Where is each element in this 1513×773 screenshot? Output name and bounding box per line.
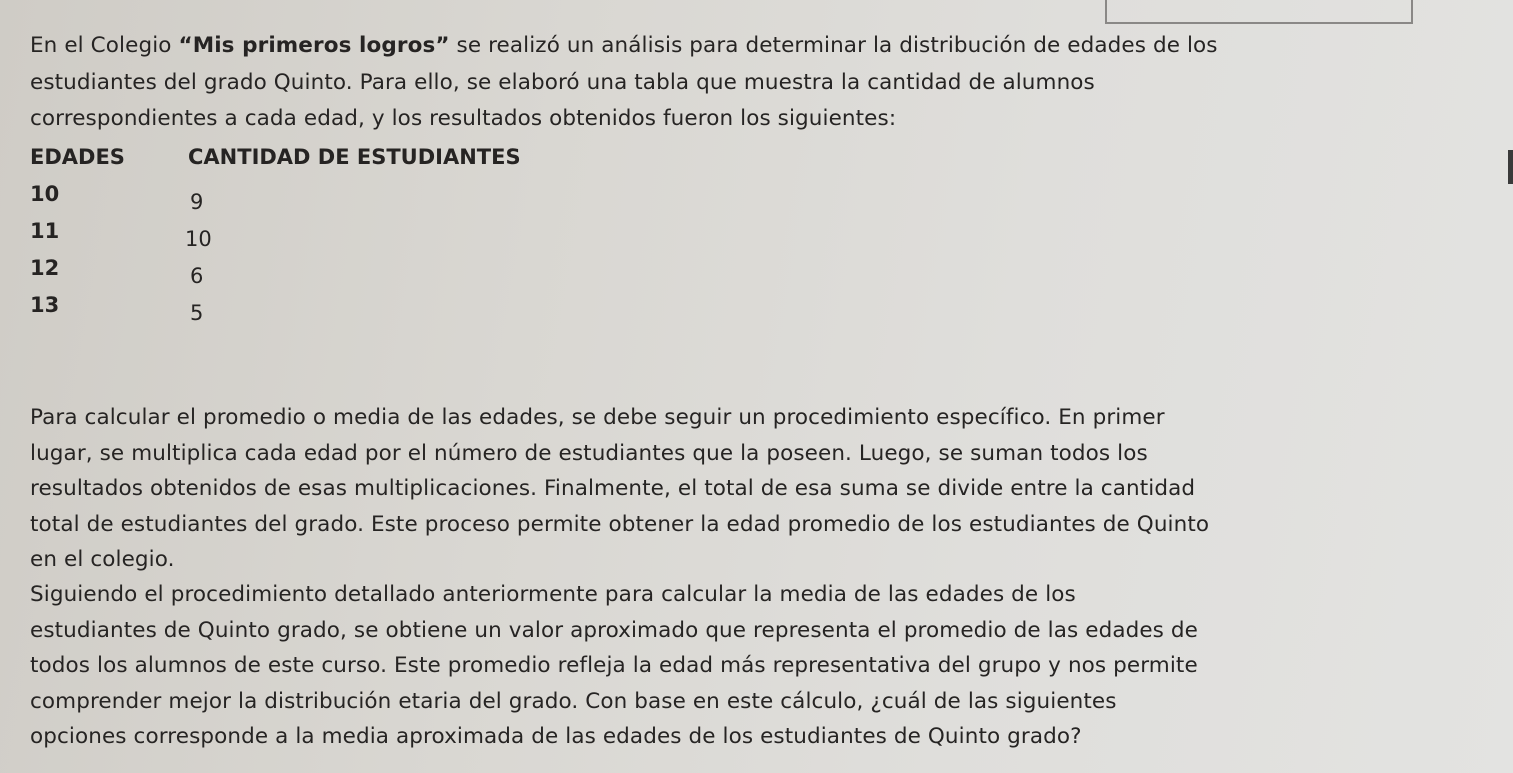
procedure-line: en el colegio. bbox=[30, 547, 175, 572]
question-line: opciones corresponde a la media aproximada de las edades de los estudiantes de Quinto grado? bbox=[30, 724, 1082, 749]
edge-mark bbox=[1508, 150, 1513, 184]
intro-text-end: se realizó un análisis para determinar la distribución de edades de los bbox=[449, 33, 1218, 58]
count-cell: 9 bbox=[190, 190, 204, 214]
procedure-line: Para calcular el promedio o media de las edades, se debe seguir un procedimiento específico. En primer bbox=[30, 405, 1165, 430]
intro-line-2: estudiantes del grado Quinto. Para ello, se elaboró una tabla que muestra la cantidad de alumnos bbox=[30, 69, 1095, 95]
age-cell: 13 bbox=[30, 293, 60, 317]
count-cell: 10 bbox=[185, 227, 212, 251]
procedure-line: lugar, se multiplica cada edad por el número de estudiantes que la poseen. Luego, se suman todos los bbox=[30, 440, 1148, 466]
count-cell: 5 bbox=[190, 301, 204, 325]
intro-line-3: correspondientes a cada edad, y los resultados obtenidos fueron los siguientes: bbox=[30, 106, 897, 131]
question-line: todos los alumnos de este curso. Este promedio refleja la edad más representativa del grupo y nos permite bbox=[30, 653, 1198, 678]
question-line: estudiantes de Quinto grado, se obtiene un valor aproximado que representa el promedio de las edades de bbox=[30, 617, 1198, 643]
procedure-line: resultados obtenidos de esas multiplicaciones. Finalmente, el total de esa suma se divide entre la cantidad bbox=[30, 476, 1196, 501]
answer-box bbox=[1105, 0, 1413, 24]
age-cell: 11 bbox=[30, 219, 60, 243]
question-paragraph bbox=[30, 577, 1490, 755]
header-ages: EDADES bbox=[30, 145, 125, 169]
intro-paragraph bbox=[30, 28, 1490, 138]
question-line: Siguiendo el procedimiento detallado anteriormente para calcular la media de las edades de los bbox=[30, 582, 1076, 607]
intro-text-start: En el Colegio bbox=[30, 33, 179, 58]
school-name: “Mis primeros logros” bbox=[178, 33, 450, 58]
procedure-line: total de estudiantes del grado. Este proceso permite obtener la edad promedio de los estudiantes de Quinto bbox=[30, 511, 1210, 537]
count-cell: 6 bbox=[190, 264, 204, 288]
header-count: CANTIDAD DE ESTUDIANTES bbox=[188, 145, 521, 169]
intro-line-1 bbox=[30, 28, 1490, 65]
age-cell: 10 bbox=[30, 182, 60, 206]
question-line: comprender mejor la distribución etaria del grado. Con base en este cálculo, ¿cuál de las siguientes bbox=[30, 688, 1117, 714]
procedure-paragraph bbox=[30, 400, 1490, 578]
age-cell: 12 bbox=[30, 256, 60, 280]
